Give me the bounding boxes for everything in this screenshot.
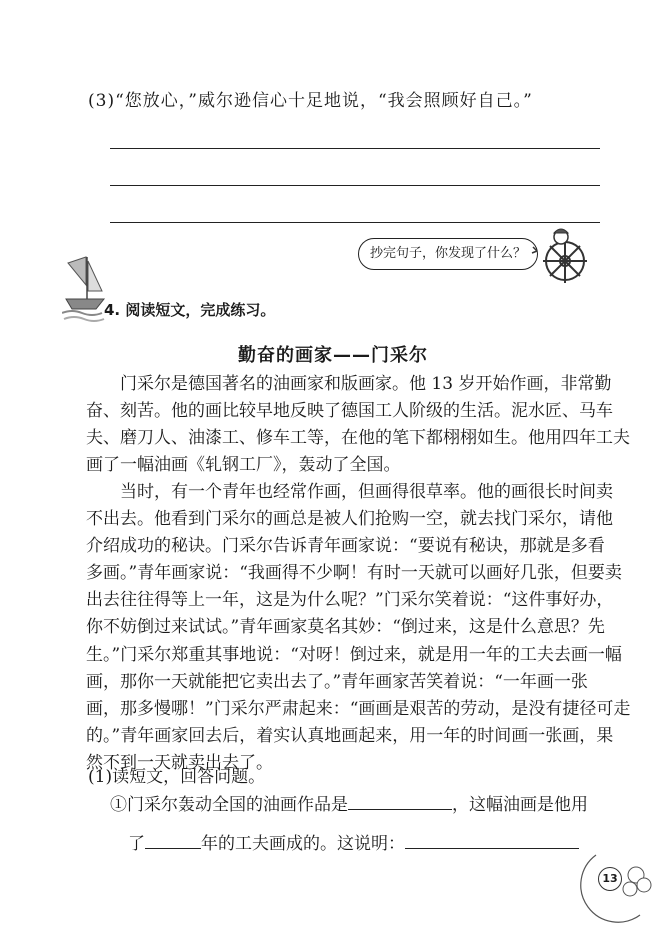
answer-blank-explanation[interactable] xyxy=(405,834,579,849)
paragraph-line: 奋、刻苦。他的画比较早地反映了德国工人阶级的生活。泥水匠、马车 xyxy=(86,401,613,422)
answer-blank-years[interactable] xyxy=(145,834,201,849)
sailor-wheel-icon xyxy=(530,225,600,285)
question-1a-text-2: ，这幅油画是他用 xyxy=(452,795,588,815)
paragraph-line: 画，那你一天就能把它卖出去了。”青年画家苦笑着说：“一年画一张 xyxy=(86,671,588,692)
paragraph-line: 然不到一天就卖出去了。 xyxy=(86,752,273,773)
passage-paragraph-1 xyxy=(86,371,630,479)
answer-line-1 xyxy=(110,148,600,149)
paragraph-line: 夫、磨刀人、油漆工、修车工等，在他的笔下都栩栩如生。他用四年工夫 xyxy=(86,428,630,449)
paragraph-line: 门采尔是德国著名的油画家和版画家。他 13 岁开始作画，非常勤 xyxy=(120,374,612,394)
passage-paragraph-2 xyxy=(86,479,631,777)
sailboat-icon xyxy=(62,255,106,323)
paragraph-line: 介绍成功的秘诀。门采尔告诉青年画家说：“要说有秘诀，那就是多看 xyxy=(86,536,605,557)
page-number: 13 xyxy=(598,867,622,891)
paragraph-line: 当时，有一个青年也经常作画，但画得很草率。他的画很长时间卖 xyxy=(120,482,613,502)
question-1a-text-1: ①门采尔轰动全国的油画作品是 xyxy=(110,795,348,815)
paragraph-line: 生。”门采尔郑重其事地说：“对呀！倒过来，就是用一年的工夫去画一幅 xyxy=(86,644,622,665)
paragraph-line: 你不妨倒过来试试。”青年画家莫名其妙：“倒过来，这是什么意思？先 xyxy=(86,617,605,638)
passage-title: 勤奋的画家——门采尔 xyxy=(238,345,428,366)
paragraph-line: 不出去。他看到门采尔的画总是被人们抢购一空，就去找门采尔，请他 xyxy=(86,509,613,530)
exercise-3-text: (3)“您放心，”威尔逊信心十足地说，“我会照顾好自己。” xyxy=(88,91,533,111)
hint-bubble-text: 抄完句子，你发现了什么？ xyxy=(369,246,526,261)
paragraph-line: 的。”青年画家回去后，着实认真地画起来，用一年的时间画一张画，果 xyxy=(86,725,614,746)
question-1b-text-2: 年的工夫画成的。这说明： xyxy=(201,834,405,854)
question-1b-text-1: 了 xyxy=(128,834,145,854)
paragraph-line: 画，那多慢哪！”门采尔严肃起来：“画画是艰苦的劳动，是没有捷径可走 xyxy=(86,698,631,719)
hint-bubble xyxy=(358,238,538,270)
answer-line-2 xyxy=(110,185,600,186)
paragraph-line: 多画。”青年画家说：“我画得不少啊！有时一天就可以画好几张，但要卖 xyxy=(86,563,622,584)
question-1-label: (1)读短文，回答问题。 xyxy=(88,767,266,787)
paragraph-line: 画了一幅油画《轧钢工厂》，轰动了全国。 xyxy=(86,455,401,476)
question-1a xyxy=(110,790,588,815)
answer-blank-painting[interactable] xyxy=(348,795,452,810)
answer-line-3 xyxy=(110,222,600,223)
section-4-heading: 4. 阅读短文，完成练习。 xyxy=(104,301,276,319)
question-1b xyxy=(128,829,579,854)
paragraph-line: 出去往往得等上一年，这是为什么呢？”门采尔笑着说：“这件事好办， xyxy=(86,590,614,611)
